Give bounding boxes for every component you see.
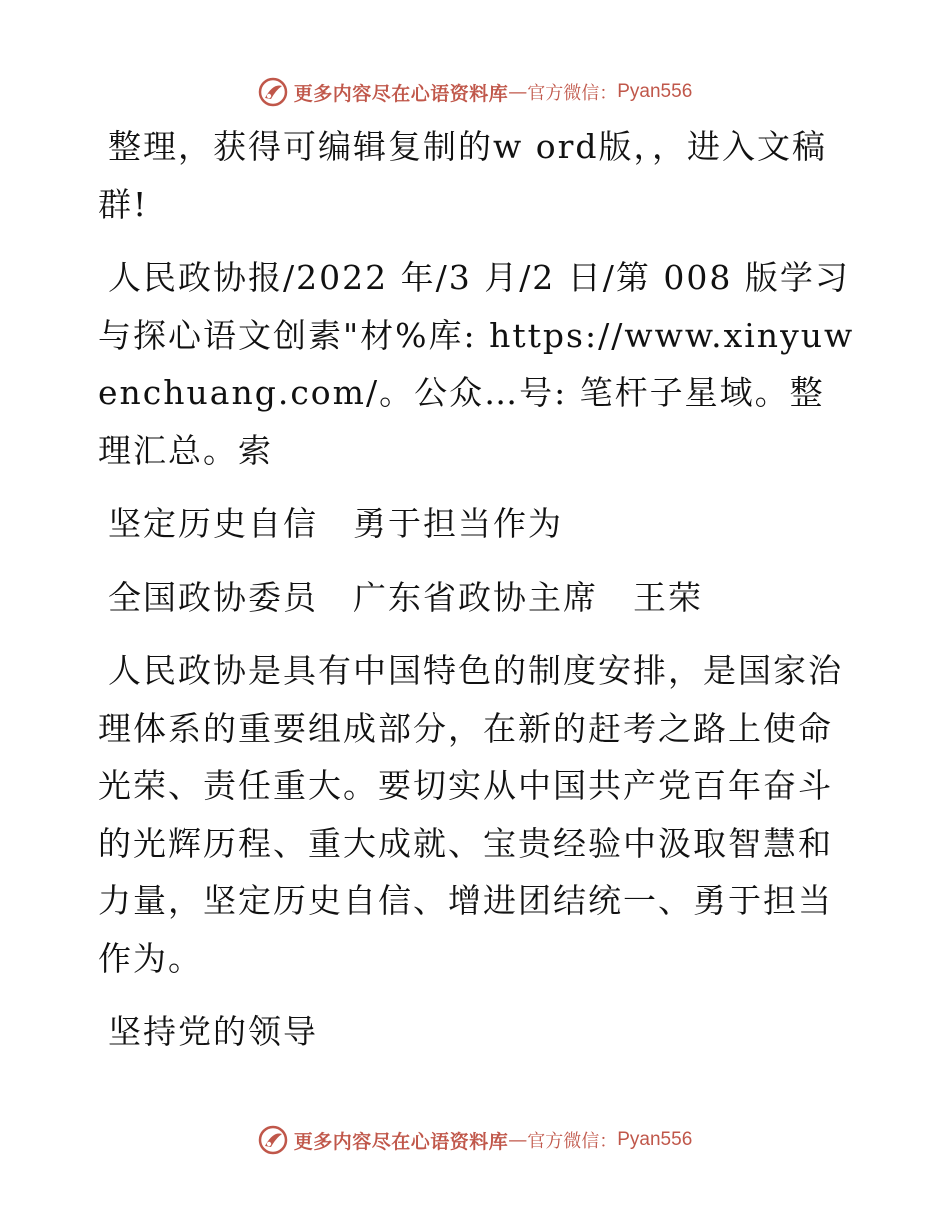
banner-text: 更多内容尽在心语资料库 — [293, 1130, 509, 1153]
banner-wechat-id: Pyan556 — [617, 1129, 693, 1150]
banner-separator: — — [508, 81, 528, 103]
author-line: 全国政协委员 广东省政协主席 王荣 — [108, 577, 703, 617]
banner-text: 更多内容尽在心语资料库 — [293, 82, 509, 105]
header-watermark-banner — [0, 72, 950, 112]
article-title: 坚定历史自信 勇于担当作为 — [108, 504, 563, 543]
brush-logo-icon — [258, 77, 288, 107]
source-paragraph: 人民政协报/2022 年/3 月/2 日/第 008 版学习与探心语文创素"材%库: https://www.xinyuwenchuang.com/。公众…号: 笔杆子星域。整理汇总。索 — [98, 258, 855, 470]
banner-wechat-id: Pyan556 — [617, 81, 693, 102]
document-body — [98, 118, 858, 1061]
body-paragraph: 人民政协是具有中国特色的制度安排，是国家治理体系的重要组成部分，在新的赶考之路上使命光荣、责任重大。要切实从中国共产党百年奋斗的光辉历程、重大成就、宝贵经验中汲取智慧和力量，坚定历史自信、增进团结统一、勇于担当作为。 — [98, 651, 843, 978]
section-heading: 坚持党的领导 — [108, 1012, 318, 1051]
brush-logo-icon — [258, 1125, 288, 1155]
footer-watermark-banner — [0, 1120, 950, 1160]
banner-label: 官方微信： — [527, 83, 618, 104]
banner-label: 官方微信： — [527, 1131, 618, 1152]
banner-separator: — — [508, 1129, 528, 1151]
intro-paragraph: 整理，获得可编辑复制的w ord版，，进入文稿群! — [98, 127, 828, 224]
